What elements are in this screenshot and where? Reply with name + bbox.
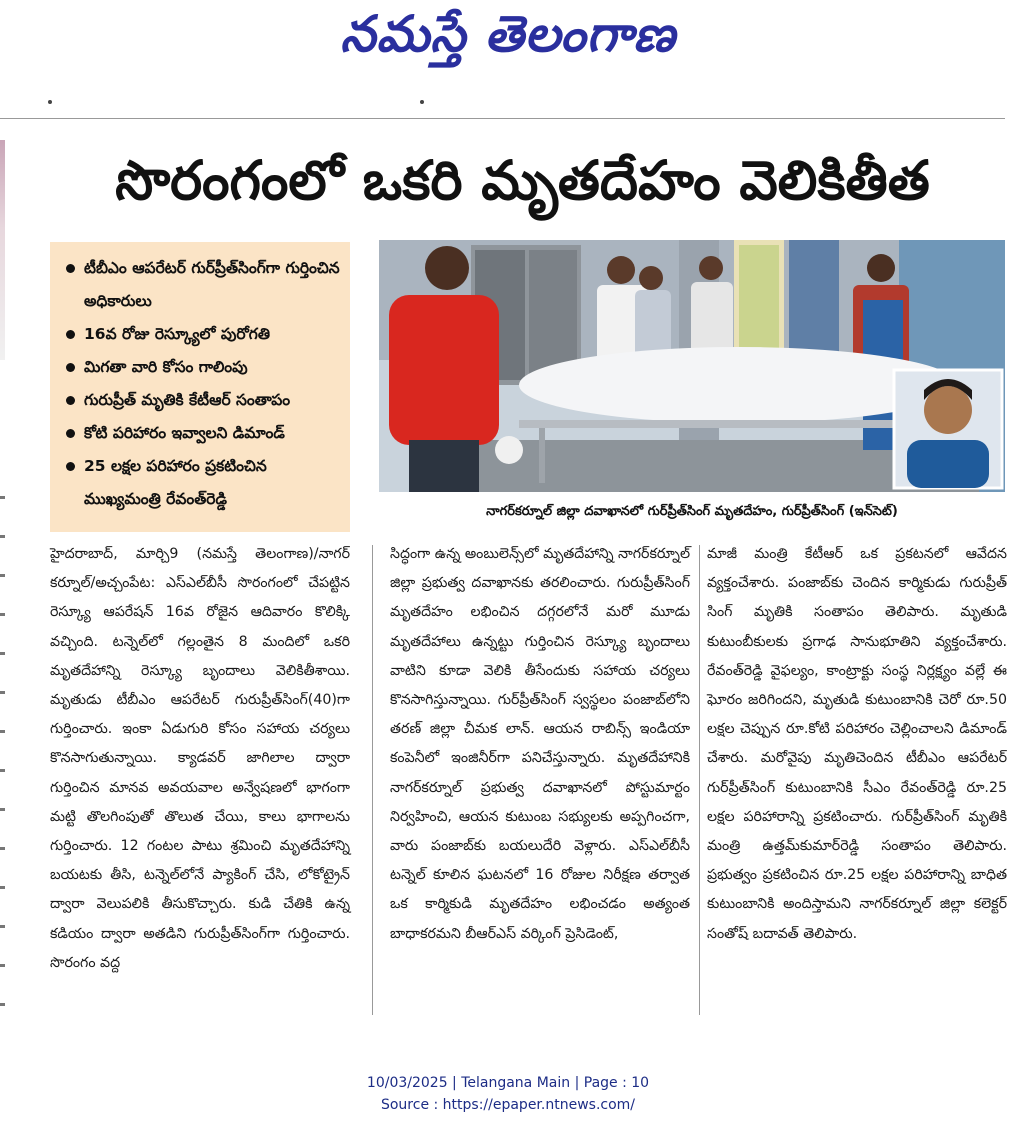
article-text: సిద్ధంగా ఉన్న అంబులెన్స్‌లో మృతదేహాన్ని నాగర్‌కర్నూల్ జిల్లా ప్రభుత్వ దవాఖానకు తరలించారు. గురుప్రీత్‌సింగ్ మృతదేహం లభించిన దగ్గరలోనే మరో మూడు మృతదేహాలు ఉన్నట్టు గుర్తించిన రెస్క్యూ బృందాలు వాటిని కూడా వెలికి తీసేందుకు సహాయ చర్యలు కొనసాగిస్తున్నాయి. గుర్‌ప్రీత్‌సింగ్ స్వస్థలం పంజాబ్‌లోని తరణ్ జిల్లా చీమక లాన్. ఆయన రాబిన్స్ ఇండియా కంపెనీలో ఇంజినీర్‌గా పనిచేస్తున్నారు. మృతదేహానికి నాగర్‌కర్నూల్ ప్రభుత్వ దవాఖానలో పోస్టుమార్టం నిర్వహించి, ఆయన కుటుంబ సభ్యులకు అప్పగించగా, వారు పంజాబ్‌కు బయలుదేరి వెళ్లారు. ఎస్‌ఎల్‌బీసీ టన్నెల్ కూలిన ఘటనలో 16 రోజుల నిరీక్షణ తర్వాత ఒక కార్మికుడి మృతదేహం లభించడం అత్యంత బాధాకరమని బీఆర్‌ఎస్ వర్కింగ్ ప్రెసిడెంట్,: [390, 546, 690, 942]
highlight-item: టీబీఎం ఆపరేటర్ గుర్‌ప్రీత్‌సింగ్‌గా గుర్తించిన అధికారులు: [62, 252, 342, 318]
article-column-2: [390, 540, 690, 949]
adjacent-page-text-edge: [0, 460, 8, 1010]
photo-caption: నాగర్‌కర్నూల్ జిల్లా దవాఖానలో గుర్‌ప్రీత్‌సింగ్ మృతదేహం, గుర్‌ప్రీత్‌సింగ్ (ఇన్‌సెట్): [486, 504, 898, 519]
masthead-rule: [0, 118, 1005, 119]
column-divider: [699, 545, 700, 1015]
headline: సొరంగంలో ఒకరి మృతదేహం వెలికితీత: [115, 149, 930, 212]
article-text: మాజీ మంత్రి కేటీఆర్ ఒక ప్రకటనలో ఆవేదన వ్యక్తంచేశారు. పంజాబ్‌కు చెందిన కార్మికుడు గురుప్రీత్ సింగ్ మృతికి సంతాపం తెలిపారు. మృతుడి కుటుంబీకులకు ప్రగాఢ సానుభూతిని వ్యక్తంచేశారు. రేవంత్‌రెడ్డి వైఫల్యం, కాంట్రాక్టు సంస్థ నిర్లక్ష్యం వల్లే ఈ ఘోరం జరిగిందని, మృతుడి కుటుంబానికి చెరో రూ.50 లక్షల చెప్పున రూ.కోటి పరిహారం చెల్లించాలని డిమాండ్ చేశారు. మరోవైపు మృతిచెందిన టీబీఎం ఆపరేటర్ గుర్‌ప్రీత్‌సింగ్ కుటుంబానికి సీఎం రేవంత్‌రెడ్డి రూ.25 లక్షల పరిహారాన్ని ప్రకటించారు. గుర్‌ప్రీత్‌సింగ్ మృతికి మంత్రి ఉత్తమ్‌కుమార్‌రెడ్డి సంతాపం తెలిపారు. ప్రభుత్వం ప్రకటించిన రూ.25 లక్షల పరిహారాన్ని బాధిత కుటుంబానికి అందిస్తామని నాగర్‌కర్నూల్ జిల్లా కలెక్టర్ సంతోష్ బదావత్ తెలిపారు.: [707, 546, 1007, 942]
article-column-3: [707, 540, 1007, 949]
highlight-item: 16వ రోజు రెస్క్యూలో పురోగతి: [62, 318, 342, 351]
divider-dot: [420, 100, 424, 104]
masthead: [0, 0, 1016, 80]
page-footer: [0, 1072, 1016, 1116]
photo-illustration: [379, 240, 1005, 492]
footer-source-link[interactable]: Source : https://epaper.ntnews.com/: [380, 1097, 636, 1113]
footer-date-edition: 10/03/2025 | Telangana Main | Page : 10: [366, 1075, 650, 1091]
column-divider: [372, 545, 373, 1015]
highlight-item: కోటి పరిహారం ఇవ్వాలని డిమాండ్: [62, 417, 342, 450]
article-text: హైదరాబాద్, మార్చి9 (నమస్తే తెలంగాణ)/నాగర్ కర్నూల్/అచ్చంపేట: ఎస్‌ఎల్‌బీసీ సొరంగంలో చేపట్టిన రెస్క్యూ ఆపరేషన్ 16వ రోజైన ఆదివారం కొలిక్కి వచ్చింది. టన్నెల్‌లో గల్లంతైన 8 మందిలో ఒకరి మృతదేహాన్ని రెస్క్యూ బృందాలు వెలికితీశాయి. మృతుడు టీబీఎం ఆపరేటర్ గురుప్రీత్‌సింగ్(40)గా గుర్తించారు. ఇంకా ఏడుగురి కోసం సహాయ చర్యలు కొనసాగుతున్నాయి. క్యాడవర్ జాగిలాల ద్వారా గుర్తించిన మానవ అవయవాల అన్వేషణలో భాగంగా మట్టి తొలగింపుతో తొలుత చేయి, కాలు భాగాలను గుర్తించారు. 12 గంటల పాటు శ్రమించి మృతదేహాన్ని బయటకు తీసి, టన్నెల్‌లోనే ప్యాకింగ్ చేసి, లోకోట్రైన్ ద్వారా వెలుపలికి తీసుకొచ్చారు. కుడి చేతికి ఉన్న కడియం ద్వారా అతడిని గురుప్రీత్‌సింగ్‌గా గుర్తించారు. సొరంగం వద్ద: [50, 546, 350, 971]
highlights-box: [50, 242, 350, 532]
news-photo: [379, 240, 1005, 492]
highlight-item: 25 లక్షల పరిహారం ప్రకటించిన ముఖ్యమంత్రి రేవంత్‌రెడ్డి: [62, 450, 342, 516]
masthead-title: నమస్తే తెలంగాణ: [340, 4, 676, 63]
highlight-item: గురుప్రీత్ మృతికి కేటీఆర్ సంతాపం: [62, 384, 342, 417]
article-column-1: [50, 540, 350, 978]
adjacent-page-edge: [0, 140, 5, 360]
divider-dot: [48, 100, 52, 104]
highlight-item: మిగతా వారి కోసం గాలింపు: [62, 351, 342, 384]
